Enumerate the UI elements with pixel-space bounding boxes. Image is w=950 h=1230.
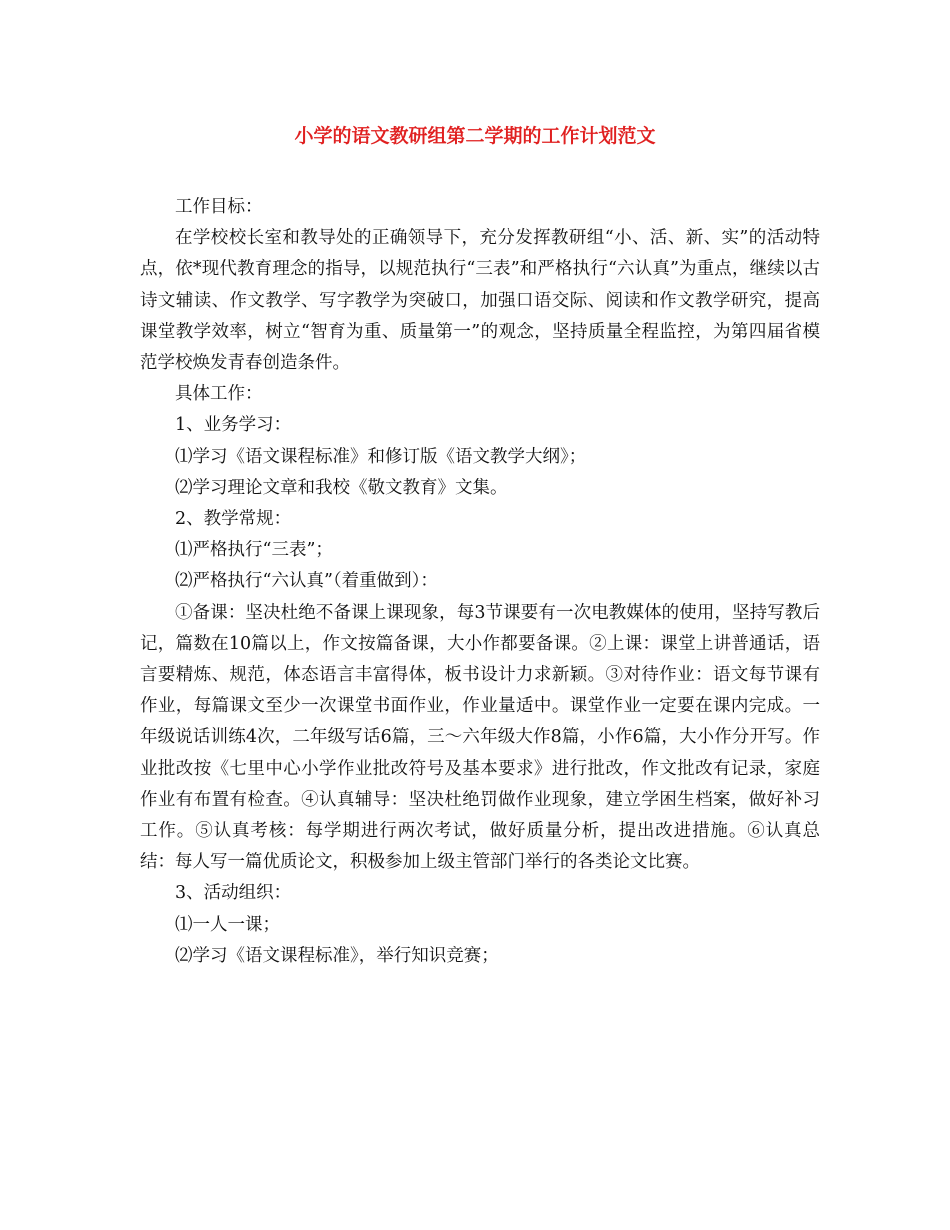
paragraph-section-3-item-2: ⑵学习《语文课程标准》，举行知识竞赛； (175, 945, 499, 966)
paragraph-tasks-heading: 具体工作： (175, 384, 263, 405)
document-body (140, 192, 820, 972)
paragraph-section-1-item-2: ⑵学习理论文章和我校《敬文教育》文集。 (175, 477, 508, 498)
paragraph-goal-heading: 工作目标： (175, 197, 263, 217)
paragraph-section-2-item-1: ⑴严格执行“三表”； (175, 540, 333, 561)
paragraph-section-2-details: ①备课：坚决杜绝不备课上课现象，每3节课要有一次电教媒体的使用，坚持写教后记，篇数在10篇以上，作文按篇备课，大小作都要备课。②上课：课堂上讲普通话，语言要精炼、规范，体态语言丰富得体，板书设计力求新颖。③对待作业：语文每节课有作业，每篇课文至少一次课堂书面作业，作业量适中。课堂作业一定要在课内完成。一年级说话训练4次，二年级写话6篇，三～六年级大作8篇，小作6篇，大小作分开写。作业批改按《七里中心小学作业批改符号及基本要求》进行批改，作文批改有记录，家庭作业有布置有检查。④认真辅导：坚决杜绝罚做作业现象，建立学困生档案，做好补习工作。⑤认真考核：每学期进行两次考试，做好质量分析，提出改进措施。⑥认真总结：每人写一篇优质论文，积极参加上级主管部门举行的各类论文比赛。 (140, 602, 820, 873)
paragraph-section-1-item-1: ⑴学习《语文课程标准》和修订版《语文教学大纲》； (175, 446, 587, 467)
paragraph-goal-text: 在学校校长室和教导处的正确领导下，充分发挥教研组“小、活、新、实”的活动特点，依*现代教育理念的指导，以规范执行“三表”和严格执行“六认真”为重点，继续以古诗文辅读、作文教学、写字教学为突破口，加强口语交际、阅读和作文教学研究，提高课堂教学效率，树立“智育为重、质量第一”的观念，坚持质量全程监控，为第四届省模范学校焕发青春创造条件。 (140, 228, 820, 374)
paragraph-section-1-heading: 1、业务学习： (175, 415, 292, 436)
paragraph-section-2-heading: 2、教学常规： (175, 509, 292, 530)
paragraph-section-2-item-2: ⑵严格执行“六认真”（着重做到）： (175, 571, 438, 592)
paragraph-section-3-heading: 3、活动组织： (175, 883, 292, 904)
document-title: 小学的语文教研组第二学期的工作计划范文 (294, 125, 656, 147)
paragraph-section-3-item-1: ⑴一人一课； (175, 914, 280, 935)
